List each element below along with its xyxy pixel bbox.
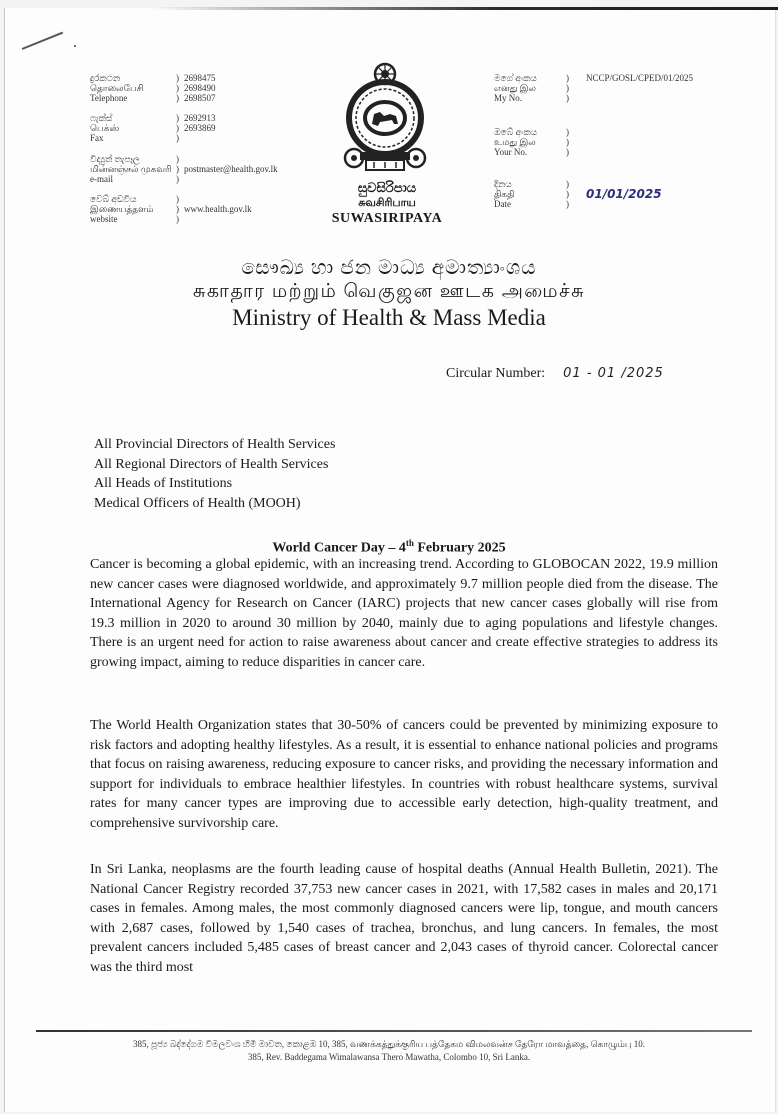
ministry-name-sinhala: සෞඛ්‍ය හා ජන මාධ්‍ය අමාත්‍යාංශය — [241, 257, 537, 279]
bracket: ) — [176, 133, 179, 143]
ref-label: உமது இல — [494, 137, 536, 147]
contact-label: e-mail — [90, 174, 113, 184]
contact-label: இணையத்தளம் — [90, 204, 154, 214]
contact-row — [90, 164, 278, 174]
ref-label: Your No. — [494, 147, 528, 157]
bracket: ) — [566, 199, 569, 209]
bracket: ) — [176, 93, 179, 103]
recipients-list — [94, 435, 335, 513]
ref-row — [494, 73, 693, 83]
title-suffix: February 2025 — [413, 540, 506, 556]
ref-row — [494, 189, 693, 199]
email-value[interactable]: postmaster@health.gov.lk — [184, 164, 278, 174]
footer-address-english: 385, Rev. Baddegama Wimalawansa Thero Mawatha, Colombo 10, Sri Lanka. — [247, 1052, 531, 1062]
bracket: ) — [176, 164, 179, 174]
bracket: ) — [176, 204, 179, 214]
contact-label: වෙබ් අඩවිය — [90, 194, 137, 204]
ref-row — [494, 127, 693, 137]
suwasiripaya-english: SUWASIRIPAYA — [331, 211, 443, 226]
contact-row — [90, 83, 278, 93]
pen-dot — [74, 45, 76, 47]
contact-row — [90, 174, 278, 184]
recipient: All Regional Directors of Health Services — [94, 456, 329, 472]
bracket: ) — [176, 174, 179, 184]
contact-details — [90, 73, 278, 224]
suwasiripaya-sinhala: සුවසිරිපාය — [357, 180, 417, 195]
contact-row — [90, 194, 278, 204]
footer-divider — [36, 1030, 752, 1032]
recipient: Medical Officers of Health (MOOH) — [94, 495, 301, 511]
bracket: ) — [566, 73, 569, 83]
telephone-value: 2698507 — [184, 93, 216, 103]
ref-row — [494, 147, 693, 157]
contact-row — [90, 73, 278, 83]
ministry-name-tamil: சுகாதார மற்றும் வெகுஜன ஊடக அமைச்சு — [193, 281, 585, 302]
reference-details — [494, 73, 693, 209]
ref-label: මගේ අංකය — [494, 73, 537, 83]
contact-row — [90, 93, 278, 103]
ministry-heading — [0, 256, 778, 332]
bracket: ) — [566, 83, 569, 93]
circular-number — [446, 366, 664, 382]
bracket: ) — [176, 154, 179, 164]
scan-edge-line — [150, 7, 778, 10]
contact-row — [90, 113, 278, 123]
bracket: ) — [566, 147, 569, 157]
circular-number-value: 01 - 01 /2025 — [563, 366, 664, 381]
fax-value: 2692913 — [184, 113, 216, 123]
suwasiripaya-tamil: சுவசிரிபாய — [358, 197, 416, 209]
contact-label: தொலைபேசி — [90, 83, 144, 93]
suwasiripaya-label — [322, 180, 452, 228]
contact-label: ෆැක්ස් — [90, 113, 113, 123]
title-prefix: World Cancer Day – 4 — [272, 540, 406, 556]
bracket: ) — [566, 93, 569, 103]
footer-address-local: 385, පූජ්‍ය බද්දේගම විමලවංශ හිමි මාවත, කොළඹ 10, 385, வணக்கத்துக்குரிய பத்தேகம விமலவன்ச தேரோ மாவத்தை, கொழும்பு 10. — [132, 1039, 646, 1049]
contact-label: දුරකථන — [90, 73, 121, 83]
contact-label: Telephone — [90, 93, 128, 103]
website-value[interactable]: www.health.gov.lk — [184, 204, 252, 214]
ref-label: எனது இல — [494, 83, 537, 93]
ref-label: ඔබේ අංකය — [494, 127, 538, 137]
bracket: ) — [566, 137, 569, 147]
bracket: ) — [176, 113, 179, 123]
ministry-name-english: Ministry of Health & Mass Media — [232, 305, 546, 330]
bracket: ) — [566, 189, 569, 199]
ref-row — [494, 83, 693, 93]
contact-label: website — [90, 214, 118, 224]
telephone-value: 2698490 — [184, 83, 216, 93]
bracket: ) — [176, 194, 179, 204]
contact-row — [90, 123, 278, 133]
date-value: 01/01/2025 — [586, 187, 662, 201]
bracket: ) — [176, 214, 179, 224]
ref-row — [494, 93, 693, 103]
telephone-value: 2698475 — [184, 73, 216, 83]
circular-number-label: Circular Number: — [446, 366, 546, 381]
contact-label: විද්‍යුත් තැපෑල — [90, 154, 140, 164]
body-paragraph: The World Health Organization states that 30-50% of cancers could be prevented by minimizing exposure to risk factors and adopting healthy lifestyles. As a result, it is essential to enhance national policies and programs that focus on raising awareness, reducing exposure to cancer risks, and providing the necessary information and support for individuals to embrace healthier lifestyles. In countries with robust healthcare systems, survival rates for many cancer types are improving due to accessible early detection, high-quality treatment, and comprehensive survivorship care. — [90, 718, 718, 831]
contact-label: மின்னஞ்சல் முகவரி — [90, 164, 172, 174]
bracket: ) — [566, 179, 569, 189]
document-title — [0, 538, 778, 557]
body-paragraph: Cancer is becoming a global epidemic, with an increasing trend. According to GLOBOCAN 2022, 19.9 million new cancer cases were diagnosed worldwide, and approximately 9.7 million people died from the disease. The International Agency for Research on Cancer (IARC) projects that new cancer cases globally will rise from 19.3 million in 2020 to around 30 million by 2040, mainly due to aging populations and lifestyle changes. There is an urgent need for action to raise awareness about cancer and create effective strategies to address its growing impact, aiming to reduce disparities in cancer care. — [90, 557, 718, 670]
ref-row — [494, 137, 693, 147]
fax-value: 2693869 — [184, 123, 216, 133]
ref-label: දිනය — [494, 179, 512, 189]
title-sup: th — [405, 538, 414, 548]
national-emblem-icon — [330, 60, 440, 180]
footer-address — [0, 1038, 778, 1064]
contact-label: பெக்ஸ் — [90, 123, 120, 133]
contact-row — [90, 133, 278, 143]
bracket: ) — [176, 73, 179, 83]
contact-row — [90, 154, 278, 164]
my-number-value: NCCP/GOSL/CPED/01/2025 — [586, 73, 694, 83]
bracket: ) — [176, 123, 179, 133]
contact-label: Fax — [90, 133, 104, 143]
contact-row — [90, 214, 278, 224]
recipient: All Heads of Institutions — [94, 476, 233, 491]
recipient: All Provincial Directors of Health Services — [94, 437, 336, 452]
bracket: ) — [176, 83, 179, 93]
body-paragraph: In Sri Lanka, neoplasms are the fourth leading cause of hospital deaths (Annual Health Bulletin, 2021). The National Cancer Registry recorded 37,753 new cancer cases in 2021, with 17,582 cases in males and 20,171 cases in females. Among males, the most commonly diagnosed cancers were lip, tongue, and mouth cancers with 2,687 cases, followed by 1,540 cases of trachea, bronchus, and lung cancers. In females, the most prevalent cancers included 5,485 cases of breast cancer and 2,043 cases of thyroid cancer. Colorectal cancer was the third most — [90, 862, 718, 975]
contact-row — [90, 204, 278, 214]
bracket: ) — [566, 127, 569, 137]
ref-label: Date — [494, 199, 511, 209]
ref-label: திகதி — [494, 189, 515, 199]
ref-label: My No. — [494, 93, 523, 103]
